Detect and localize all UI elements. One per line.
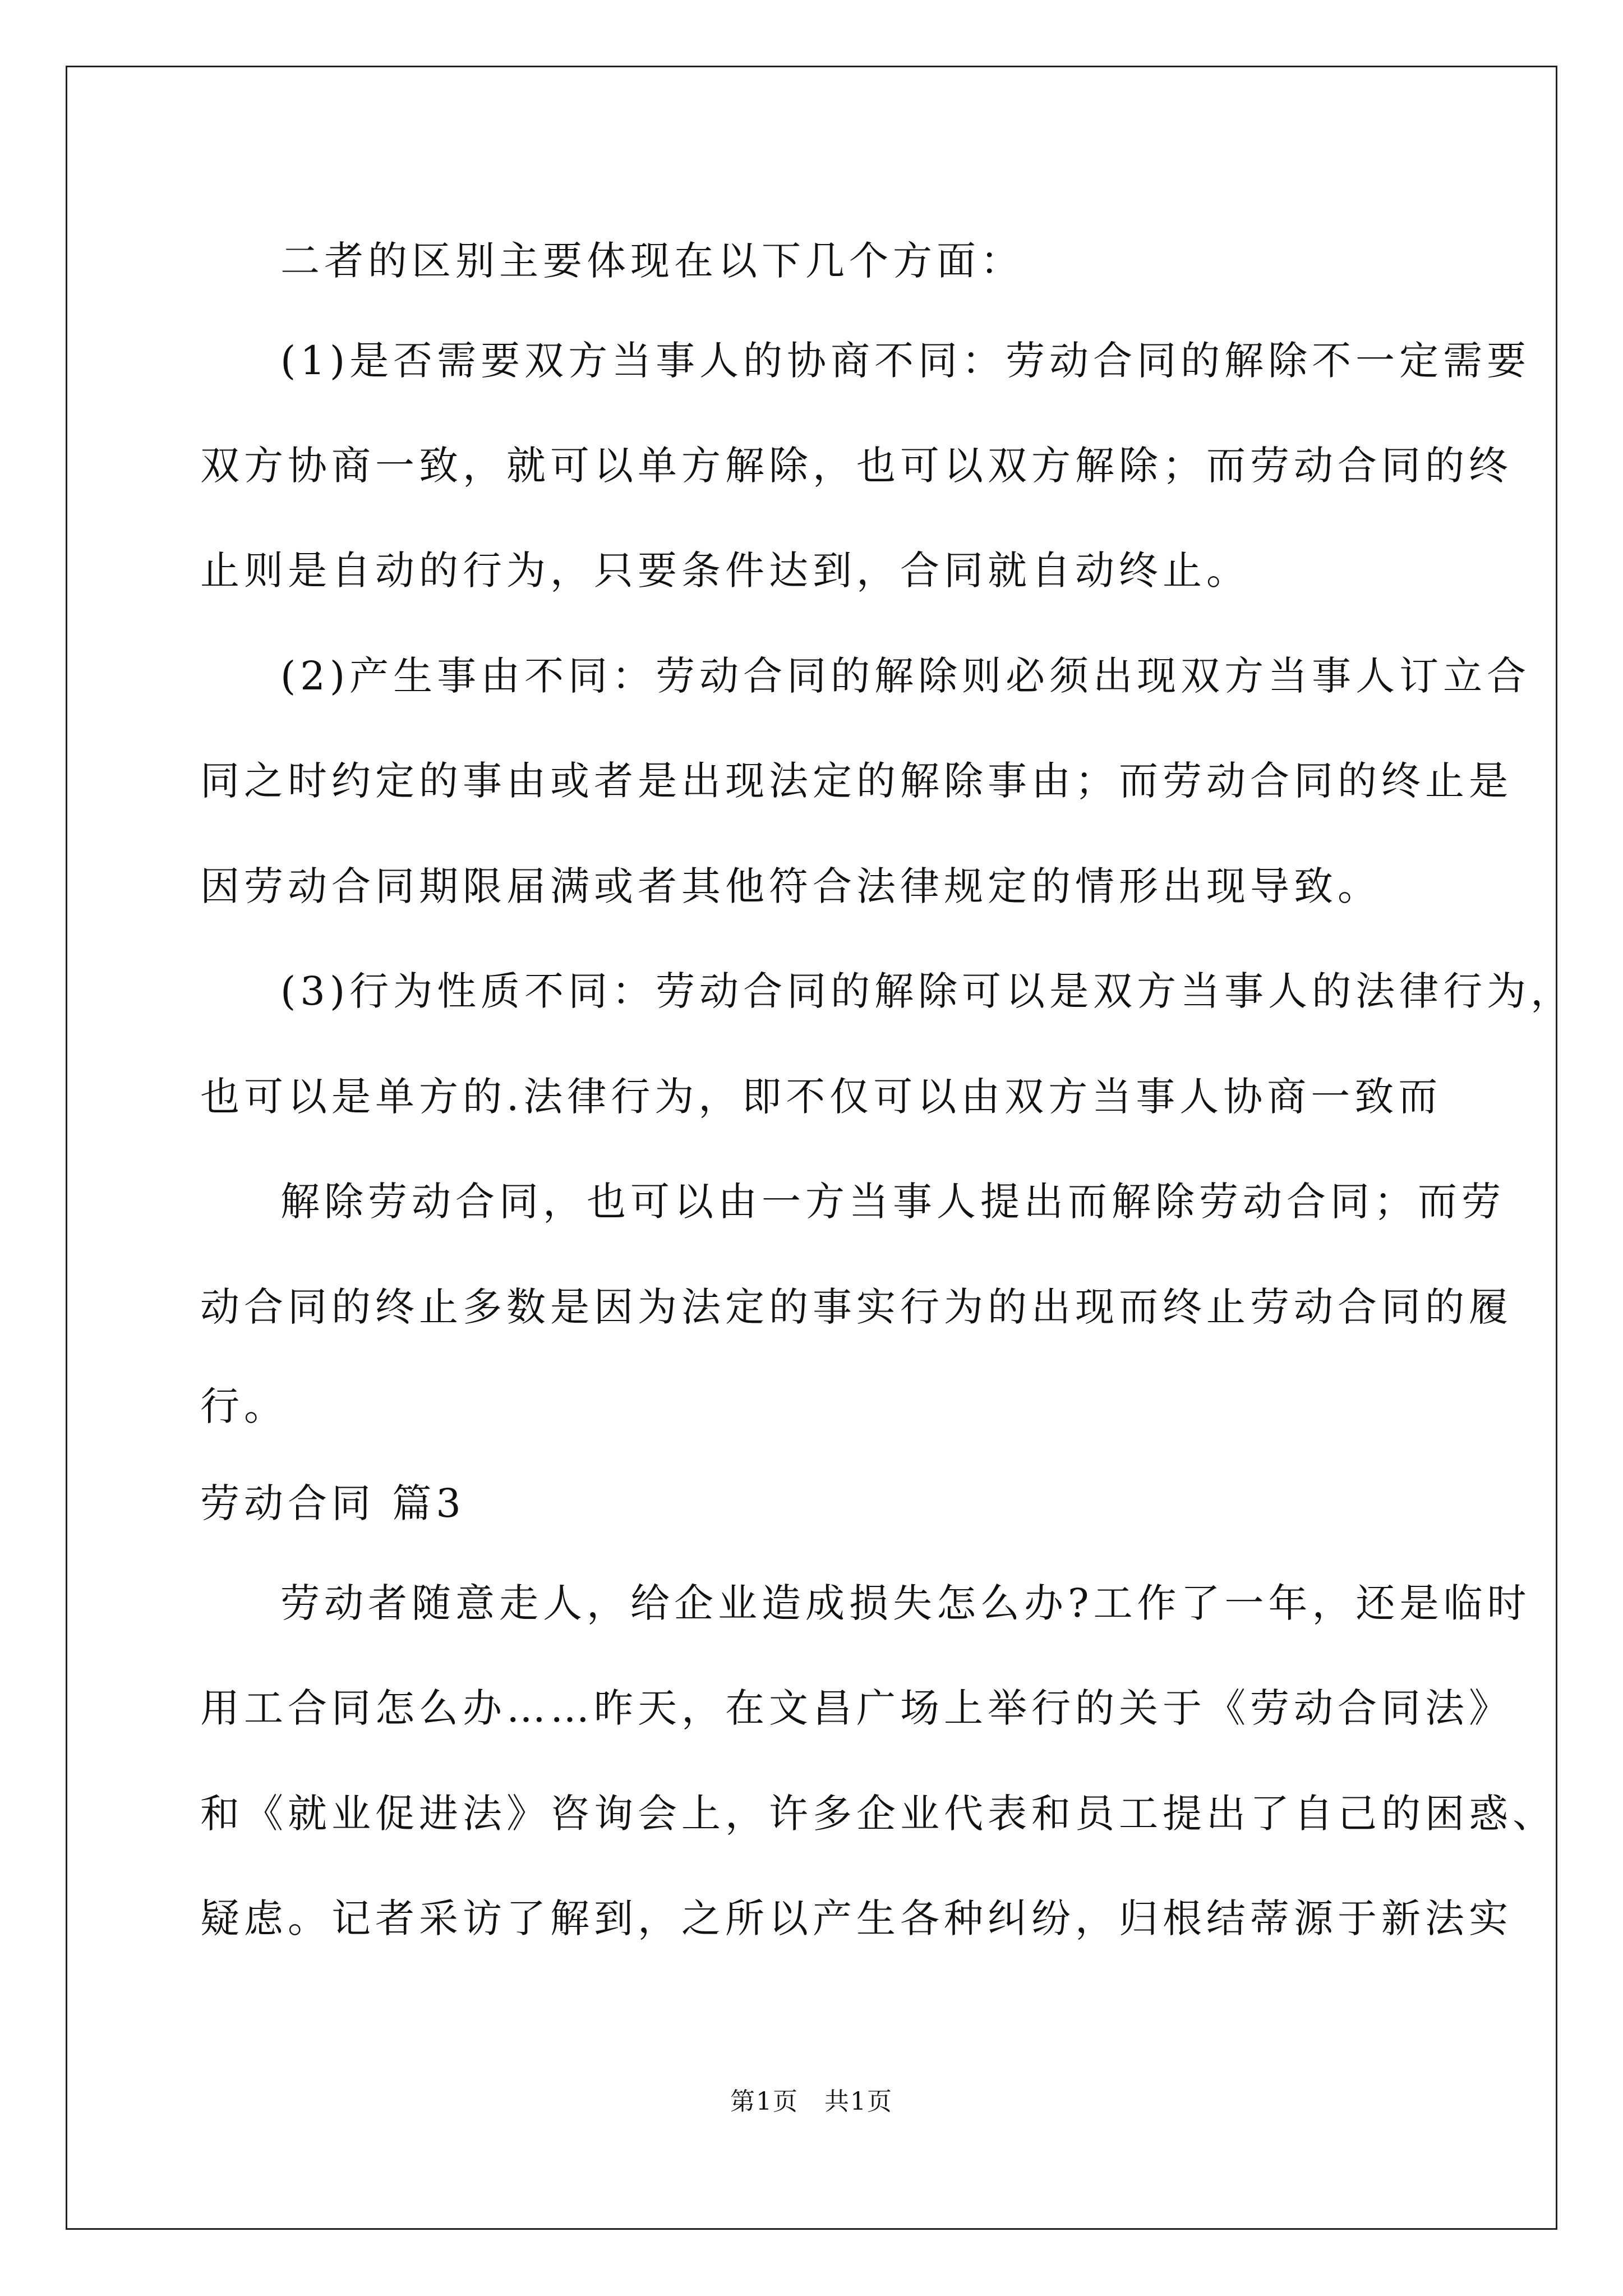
text-line: 解除劳动合同，也可以由一方当事人提出而解除劳动合同；而劳: [280, 1179, 1505, 1225]
text-line: (1)是否需要双方当事人的协商不同：劳动合同的解除不一定需要: [280, 338, 1531, 384]
text-line: 和《就业促进法》咨询会上，许多企业代表和员工提出了自己的困惑、: [200, 1791, 1556, 1837]
text-line: 也可以是单方的.法律行为，即不仅可以由双方当事人协商一致而: [200, 1074, 1442, 1120]
text-line: (2)产生事由不同：劳动合同的解除则必须出现双方当事人订立合: [280, 653, 1531, 699]
text-line: 劳动者随意走人，给企业造成损失怎么办?工作了一年，还是临时: [280, 1580, 1531, 1626]
text-line: 行。: [200, 1383, 288, 1429]
text-line: 用工合同怎么办……昨天，在文昌广场上举行的关于《劳动合同法》: [200, 1685, 1513, 1731]
text-line: 疑虑。记者采访了解到，之所以产生各种纠纷，归根结蒂源于新法实: [200, 1895, 1513, 1941]
text-line: 止则是自动的行为，只要条件达到，合同就自动终止。: [200, 547, 1250, 593]
page-footer: 第1页 共1页: [730, 2087, 893, 2116]
text-line: 因劳动合同期限届满或者其他符合法律规定的情形出现导致。: [200, 863, 1381, 909]
text-line: 同之时约定的事由或者是出现法定的解除事由；而劳动合同的终止是: [200, 758, 1513, 804]
text-line: (3)行为性质不同：劳动合同的解除可以是双方当事人的法律行为，: [280, 968, 1575, 1014]
text-line: 动合同的终止多数是因为法定的事实行为的出现而终止劳动合同的履: [200, 1284, 1513, 1330]
text-line: 双方协商一致，就可以单方解除，也可以双方解除；而劳动合同的终: [200, 443, 1513, 489]
section-heading: 劳动合同 篇3: [200, 1480, 465, 1526]
text-line: 二者的区别主要体现在以下几个方面：: [280, 238, 1024, 284]
